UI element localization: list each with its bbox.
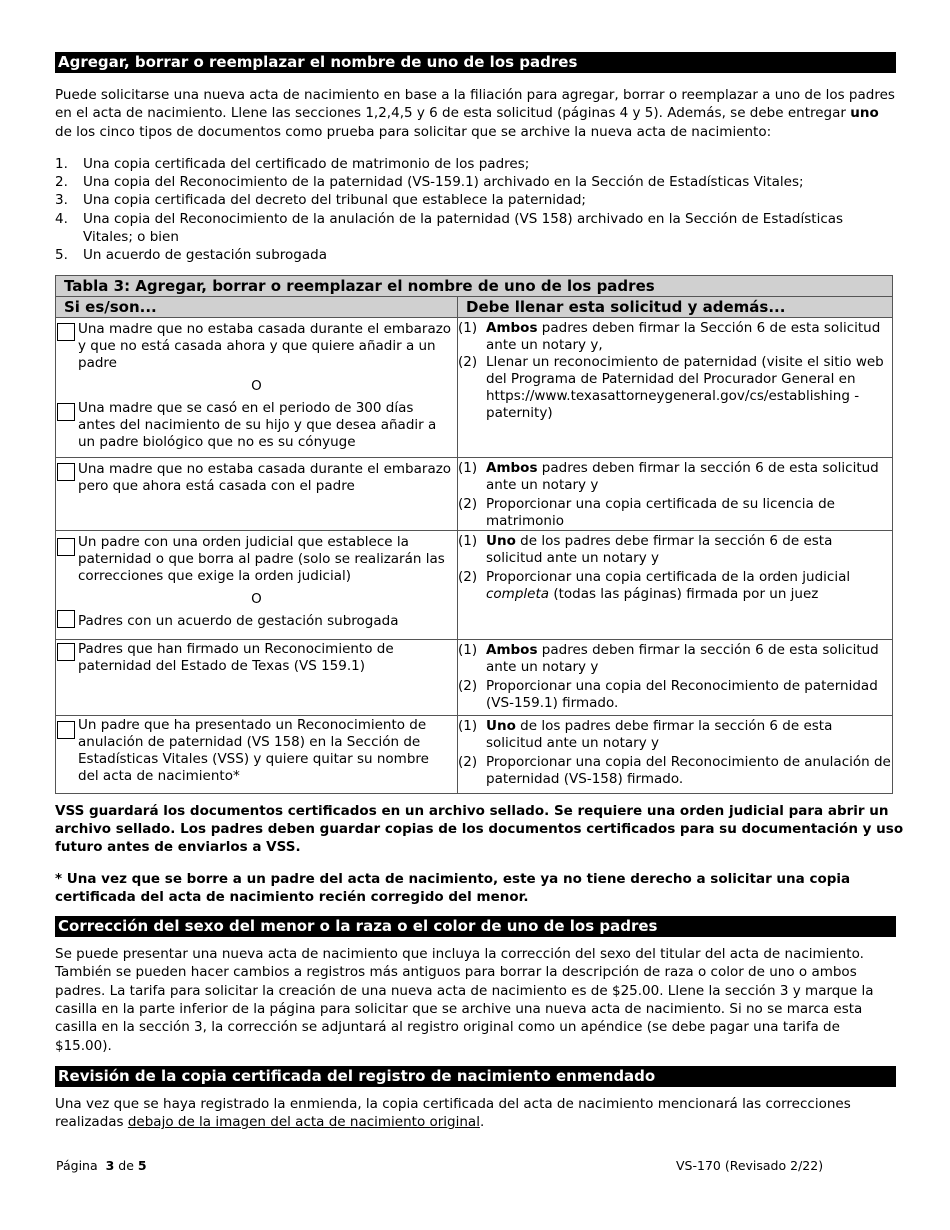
- list-item: 2. Una copia del Reconocimiento de la paternidad (VS-159.1) archivado en la Sección de Estadísticas Vitales;: [55, 174, 804, 191]
- table-row: Una madre que no estaba casada durante el embarazo pero que ahora está casada con el padre (1) Ambos padres deben firmar la sección 6 de esta solicitud ante un notary y (2) Proporcionar una copia certificada de su licencia de matrimonio: [56, 457, 893, 530]
- checkbox-rescission[interactable]: [57, 721, 75, 739]
- sealed-file-note: VSS guardará los documentos certificados en un archivo sellado. Se requiere una orden judicial para abrir un archivo sellado. Los padres deben guardar copias de los documentos certificados para su documentación y uso futuro antes de enviarlos a VSS.: [55, 802, 904, 856]
- checkbox-acknowledgment-signed[interactable]: [57, 643, 75, 661]
- table-row: Padres que han firmado un Reconocimiento de paternidad del Estado de Texas (VS 159.1) (1) Ambos padres deben firmar la sección 6 de esta solicitud ante un notary y (2) Proporcionar una copia del Reconocimiento de paternidad (VS-159.1) firmado.: [56, 639, 893, 715]
- form-id: VS-170 (Revisado 2/22): [676, 1158, 824, 1173]
- checkbox-mother-unmarried[interactable]: [57, 323, 75, 341]
- list-item: 5. Un acuerdo de gestación subrogada: [55, 247, 327, 264]
- list-item: 3. Una copia certificada del decreto del tribunal que establece la paternidad;: [55, 192, 586, 209]
- document-list: [55, 155, 896, 265]
- asterisk-note: * Una vez que se borre a un padre del acta de nacimiento, este ya no tiene derecho a solicitar una copia certificada del acta de nacimiento recién corregido del menor.: [55, 870, 851, 905]
- list-item: 4. Una copia del Reconocimiento de la anulación de la paternidad (VS 158) archivado en la Sección de Estadísticas Vitales; o bien: [55, 210, 844, 246]
- page-content: [55, 52, 904, 1132]
- table-row: Un padre que ha presentado un Reconocimiento de anulación de paternidad (VS 158) en la Sección de Estadísticas Vitales (VSS) y quiere quitar su nombre del acta de nacimiento* (1) Uno de los padres debe firmar la sección 6 de esta solicitud ante un notary y (2) Proporcionar una copia del Reconocimiento de anulación de paternidad (VS-158) firmado.: [56, 715, 893, 793]
- checkbox-surrogacy[interactable]: [57, 610, 75, 628]
- table-title: Tabla 3: Agregar, borrar o reemplazar el nombre de uno de los padres: [56, 275, 893, 296]
- intro-paragraph: Puede solicitarse una nueva acta de nacimiento en base a la filiación para agregar, borrar o reemplazar a uno de los padres en el acta de nacimiento. Llene las secciones 1,2,4,5 y 6 de esta solicitud (páginas 4 y 5). Además, se debe entregar uno de los cinco tipos de documentos como prueba para solicitar que se archive la nueva acta de nacimiento:: [55, 87, 895, 140]
- table-3: [55, 275, 893, 794]
- checkbox-court-order[interactable]: [57, 538, 75, 556]
- table-row: Un padre con una orden judicial que establece la paternidad o que borra al padre (solo se realizarán las correcciones que exige la orden judicial) O Padres con un acuerdo de gestación subrogada (1) Uno de los padres debe firmar la sección 6 de esta solicitud ante un notary y (2) Proporcionar una copia certificada de la orden judicial completa (todas las páginas) firmada por un juez: [56, 530, 893, 639]
- section-heading-agregar: Agregar, borrar o reemplazar el nombre de uno de los padres: [55, 52, 896, 73]
- correction-paragraph: Se puede presentar una nueva acta de nacimiento que incluya la corrección del sexo del titular del acta de nacimiento. También se pueden hacer cambios a registros más antiguos para borrar la descripción de raza o color de uno o ambos padres. La tarifa para solicitar la creación de una nueva acta de nacimiento es de $25.00. Llene la sección 3 y marque la casilla en la parte inferior de la página para solicitar que se archive una nueva acta de nacimiento. Si no se marca esta casilla en la sección 3, la corrección se adjuntará al registro original como un apéndice (se debe pagar una tarifa de $15.00).: [55, 946, 874, 1054]
- table-row: Una madre que no estaba casada durante el embarazo y que no está casada ahora y que quiere añadir a un padre O Una madre que se casó en el periodo de 300 días antes del nacimiento de su hijo y que desea añadir a un padre biológico que no es su cónyuge (1) Ambos padres deben firmar la Sección 6 de esta solicitud ante un notary y, (2) Llenar un reconocimiento de paternidad (visite el sitio web del Programa de Paternidad del Procurador General en https://www.texasattorneygeneral.gov/cs/establishing - paternity): [56, 317, 893, 457]
- column-header-condition: Si es/son...: [56, 296, 458, 317]
- list-item: 1. Una copia certificada del certificado de matrimonio de los padres;: [55, 155, 530, 172]
- section-heading-correccion: Corrección del sexo del menor o la raza o el color de uno de los padres: [55, 916, 896, 937]
- checkbox-mother-married-300-days[interactable]: [57, 403, 75, 421]
- section-heading-revision: Revisión de la copia certificada del registro de nacimiento enmendado: [55, 1066, 896, 1087]
- checkbox-mother-now-married[interactable]: [57, 463, 75, 481]
- column-header-requirement: Debe llenar esta solicitud y además...: [458, 296, 893, 317]
- page-number: Página 3 de 5: [56, 1158, 147, 1173]
- revision-paragraph: Una vez que se haya registrado la enmienda, la copia certificada del acta de nacimiento mencionará las correcciones realizadas debajo de la imagen del acta de nacimiento original.: [55, 1095, 851, 1131]
